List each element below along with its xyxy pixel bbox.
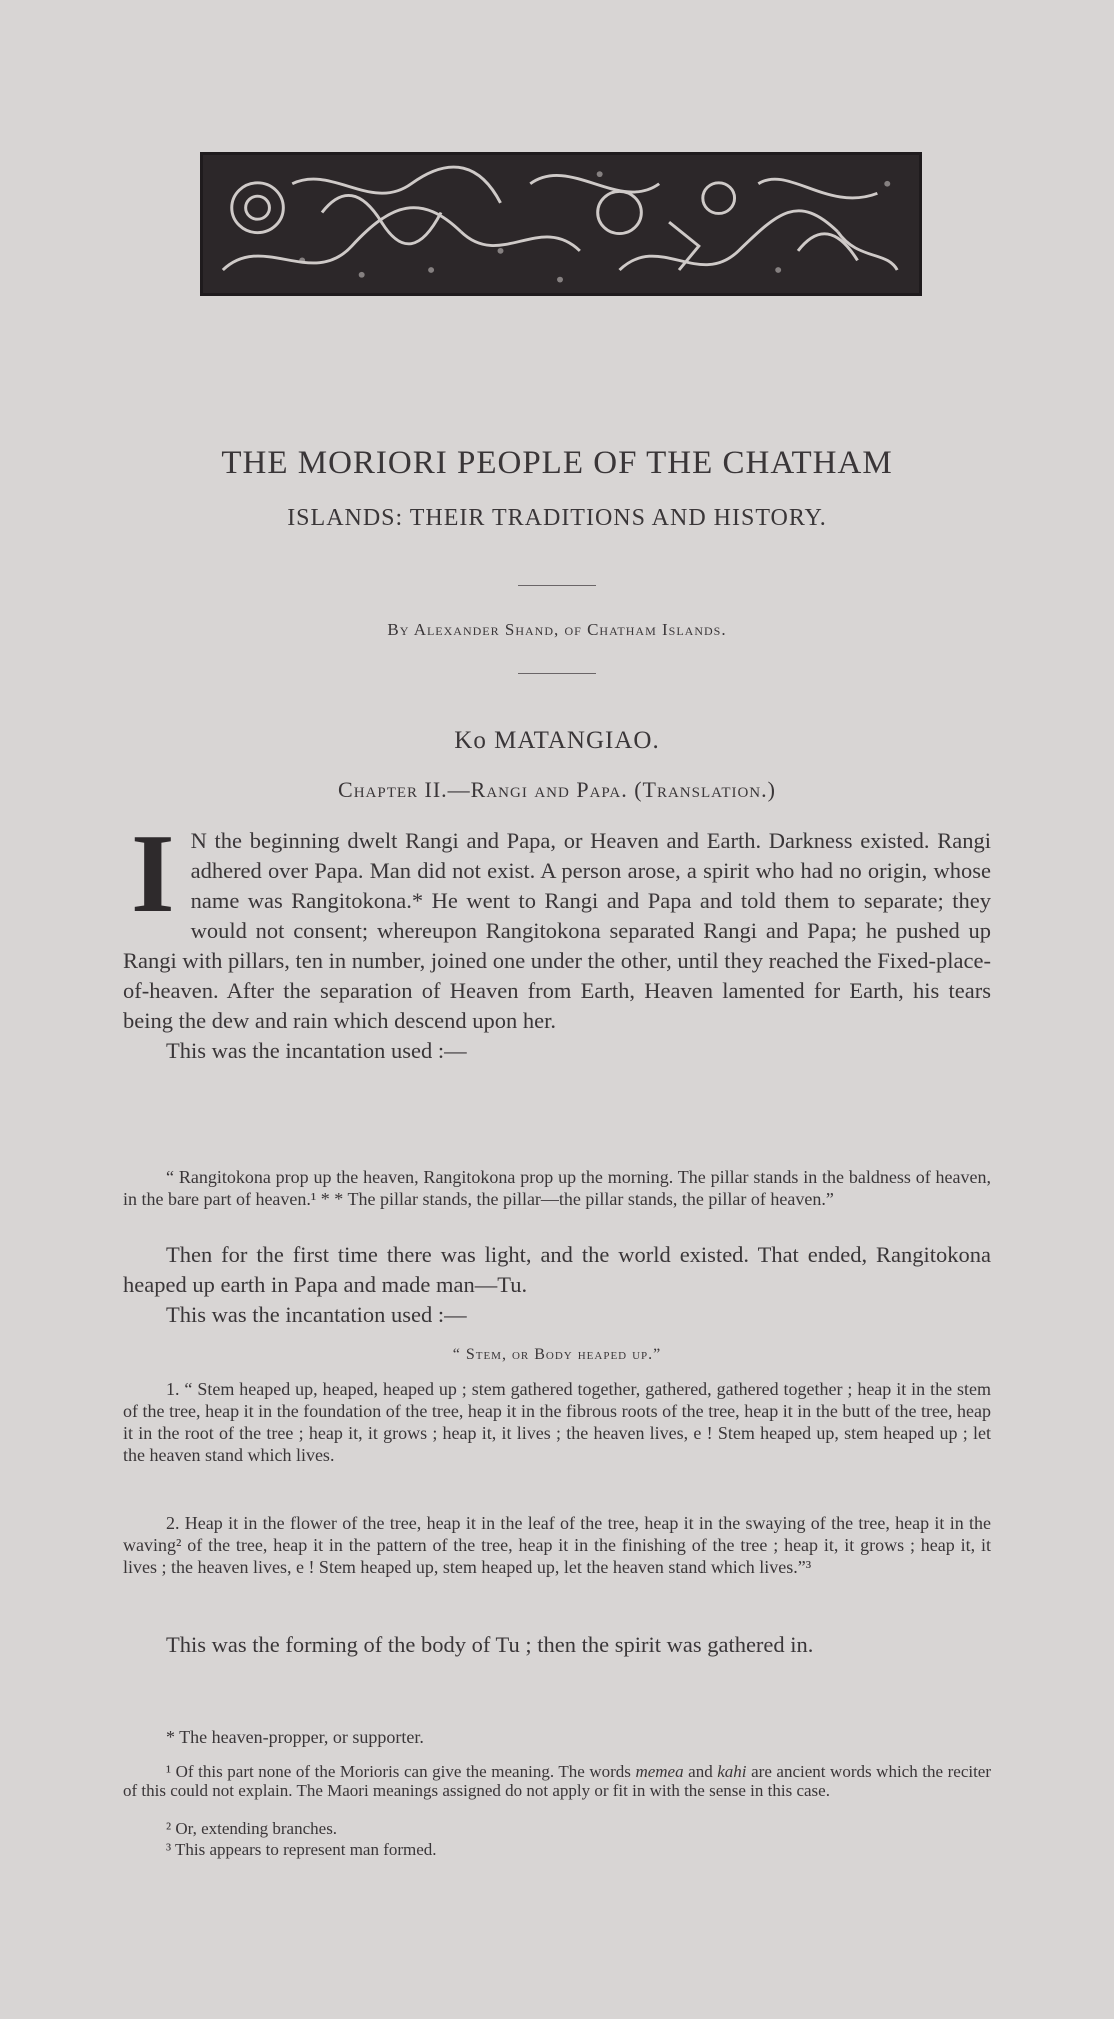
footnote-1-term-kahi: kahi	[717, 1762, 747, 1781]
paragraph-2-text: Then for the first time there was light, and the world existed. That ended, Rangitokona heaped up earth in Papa and made man—Tu.	[123, 1242, 991, 1297]
divider-rule	[518, 673, 596, 674]
article-title-line1: THE MORIORI PEOPLE OF THE CHATHAM	[221, 445, 893, 481]
chapter-title: Chapter II.—Rangi and Papa. (Translation.)	[338, 777, 776, 802]
incantation-intro-2: This was the incantation used :—	[166, 1302, 467, 1327]
paragraph-1	[123, 812, 991, 1066]
footnote-1-text-a: ¹ Of this part none of the Morioris can give the meaning. The words	[166, 1762, 636, 1781]
drop-cap: I	[131, 812, 175, 936]
footnote-1-text-b: and	[683, 1762, 718, 1781]
footnote-star: * The heaven-propper, or supporter.	[166, 1727, 424, 1747]
ornament-scroll-icon	[203, 155, 919, 293]
footnote-2: ² Or, extending branches.	[166, 1819, 338, 1838]
footnote-3: ³ This appears to represent man formed.	[166, 1840, 437, 1859]
byline: By Alexander Shand, of Chatham Islands.	[387, 620, 727, 639]
footnote-1-text-c: are ancient words which the reciter of this could not explain. The Maori meanings assigned do not apply or fit in with the sense in this case.	[123, 1762, 992, 1800]
article-title-line2: ISLANDS: THEIR TRADITIONS AND HISTORY.	[287, 505, 827, 531]
divider-rule	[518, 585, 596, 586]
ornamental-banner	[200, 152, 922, 296]
incantation-verse-2: 2. Heap it in the flower of the tree, heap it in the leaf of the tree, heap it in the swaying of the tree, heap it in the waving² of the tree, heap it in the pattern of the tree, heap it in the finishing of the tree ; heap it, it grows ; heap it, it lives ; the heaven lives, e ! Stem heaped up, stem heaped up, let the heaven stand which lives.”³	[123, 1513, 991, 1577]
paragraph-2	[123, 1240, 991, 1330]
incantation-verse-1: 1. “ Stem heaped up, heaped, heaped up ; stem gathered together, gathered, gathered together ; heap it in the stem of the tree, heap it in the foundation of the tree, heap it in the fibrous roots of the tree, heap it in the butt of the tree, heap it in the root of the tree ; heap it, it grows ; heap it, it lives ; the heaven lives, e ! Stem heaped up, stem heaped up ; let the heaven stand which lives.	[123, 1379, 991, 1465]
incantation-quote-1: “ Rangitokona prop up the heaven, Rangitokona prop up the morning. The pillar stands in the baldness of heaven, in the bare part of heaven.¹ * * The pillar stands, the pillar—the pillar stands, the pillar of heaven.”	[123, 1167, 991, 1209]
footnote-1	[123, 1762, 991, 1800]
incantation-heading: “ Stem, or Body heaped up.”	[452, 1346, 662, 1363]
incantation-intro: This was the incantation used :—	[166, 1038, 467, 1063]
section-title: Ko MATANGIAO.	[454, 727, 660, 754]
footnote-1-term-memea: memea	[635, 1762, 684, 1781]
paragraph-3: This was the forming of the body of Tu ; then the spirit was gathered in.	[166, 1632, 814, 1657]
paragraph-1-text: N the beginning dwelt Rangi and Papa, or Heaven and Earth. Darkness existed. Rangi adhered over Papa. Man did not exist. A person arose, a spirit who had no origin, whose name was Rangitokona.* He went to Rangi and Papa and told them to separate; they would not consent; whereupon Rangitokona separated Rangi and Papa; he pushed up Rangi with pillars, ten in number, joined one under the other, until they reached the Fixed-place-of-heaven. After the separation of Heaven from Earth, Heaven lamented for Earth, his tears being the dew and rain which descend upon her.	[123, 828, 991, 1033]
